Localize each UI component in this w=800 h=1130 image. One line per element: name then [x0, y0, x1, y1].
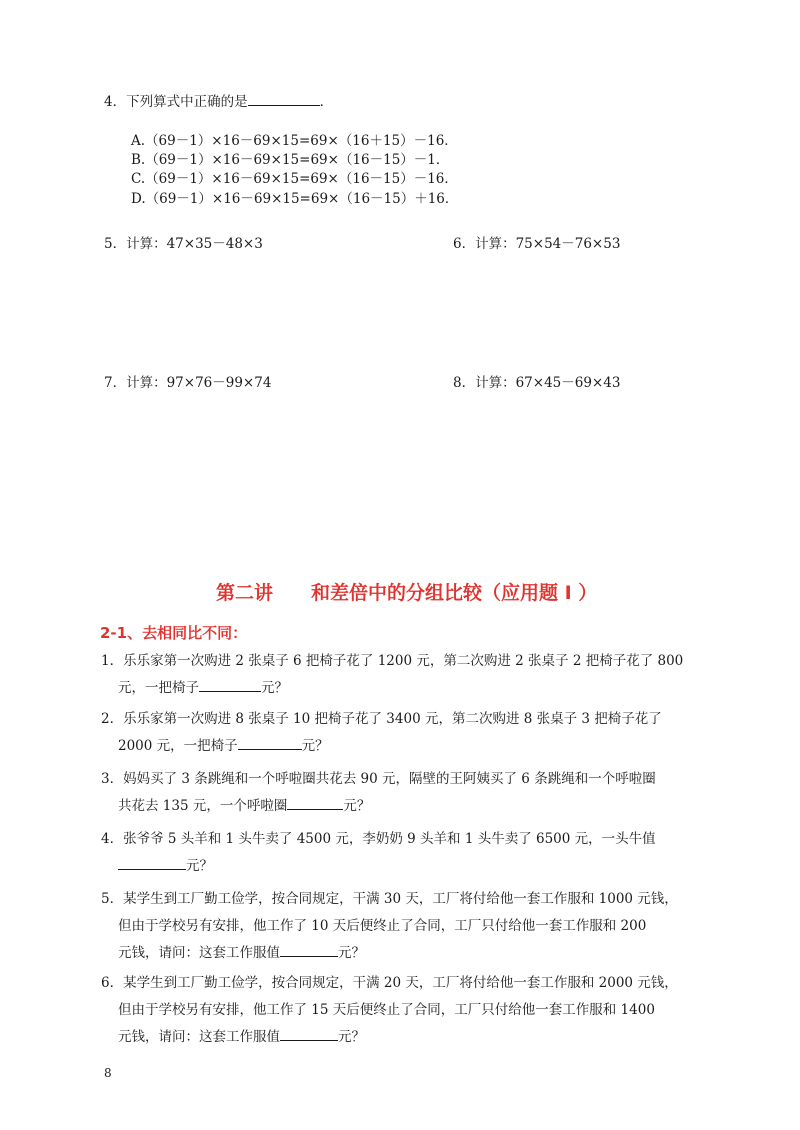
problem-5-line-1: 5．某学生到工厂勤工俭学，按合同规定，干满 30 天，工厂将付给他一套工作服和 1000 元钱， — [101, 891, 678, 907]
problem-1-line-1: 1．乐乐家第一次购进 2 张桌子 6 把椅子花了 1200 元，第二次购进 2 张桌子 2 把椅子花了 800 — [101, 653, 684, 669]
answer-blank[interactable] — [280, 943, 338, 957]
problem-4-line-1: 4．张爷爷 5 头羊和 1 头牛卖了 4500 元，李奶奶 9 头羊和 1 头牛卖了 6500 元，一头牛值 — [101, 831, 656, 847]
problem-4-end: 元？ — [186, 858, 213, 874]
option-c: C.（69－1）×16－69×15=69×（16－15）－16． — [131, 171, 458, 187]
section-title: 第二讲 和差倍中的分组比较（应用题 I ） — [216, 582, 598, 604]
answer-blank[interactable] — [248, 92, 320, 106]
problem-1-text: 元，一把椅子 — [118, 680, 199, 696]
question-6: 6．计算：75×54－76×53 — [453, 236, 621, 252]
problem-1-line-2 — [101, 675, 726, 702]
problem-6 — [101, 970, 726, 1051]
problem-2-text: 2000 元，一把椅子 — [118, 738, 238, 754]
option-a: A.（69－1）×16－69×15=69×（16＋15）－16． — [131, 133, 458, 149]
section-subtitle: 2-1、去相同比不同： — [100, 624, 248, 642]
option-d: D.（69－1）×16－69×15=69×（16－15）＋16． — [131, 191, 459, 207]
question-5: 5．计算：47×35－48×3 — [104, 236, 263, 252]
problem-2-end: 元？ — [301, 738, 329, 754]
problem-6-line-2: 但由于学校另有安排，他工作了 15 天后便终止了合同，工厂只付给他一套工作服和 1400 — [118, 1002, 655, 1018]
problem-5-text: 元钱，请问：这套工作服值 — [118, 945, 280, 961]
answer-blank[interactable] — [199, 678, 261, 692]
question-4-stem — [104, 90, 333, 110]
problem-4 — [101, 826, 726, 880]
problem-5 — [101, 886, 726, 967]
problem-1-end: 元？ — [261, 680, 288, 696]
answer-blank[interactable] — [287, 796, 343, 810]
question-4-end: ． — [319, 94, 334, 110]
problem-3-text: 共花去 135 元，一个呼啦圈 — [118, 798, 288, 814]
problem-5-line-2: 但由于学校另有安排，他工作了 10 天后便终止了合同，工厂只付给他一套工作服和 200 — [118, 918, 647, 934]
problem-3-end: 元？ — [343, 798, 371, 814]
problem-4-line-2 — [101, 853, 726, 880]
problem-5-end: 元？ — [338, 945, 365, 961]
question-7: 7．计算：97×76－99×74 — [104, 375, 272, 391]
problem-1 — [101, 648, 726, 702]
problem-6-line-1: 6．某学生到工厂勤工俭学，按合同规定，干满 20 天，工厂将付给他一套工作服和 2000 元钱， — [101, 975, 678, 991]
problem-3-line-1: 3．妈妈买了 3 条跳绳和一个呼啦圈共花去 90 元，隔壁的王阿姨买了 6 条跳绳和一个呼啦圈 — [101, 771, 656, 787]
problem-2 — [101, 706, 726, 760]
problem-3-line-2 — [101, 793, 726, 820]
problem-6-end: 元？ — [338, 1029, 365, 1045]
problem-5-line-3 — [101, 940, 726, 967]
problem-2-line-2 — [101, 733, 726, 760]
answer-blank[interactable] — [238, 736, 302, 750]
option-b: B.（69－1）×16－69×15=69×（16－15）－1． — [131, 152, 450, 168]
page-number: 8 — [104, 1066, 112, 1080]
question-4-text: 4．下列算式中正确的是 — [104, 94, 248, 110]
answer-blank[interactable] — [280, 1027, 338, 1041]
problem-6-line-3 — [101, 1024, 726, 1051]
problem-6-text: 元钱，请问：这套工作服值 — [118, 1029, 280, 1045]
problem-2-line-1: 2．乐乐家第一次购进 8 张桌子 10 把椅子花了 3400 元，第二次购进 8 张桌子 3 把椅子花了 — [101, 711, 662, 727]
question-8: 8．计算：67×45－69×43 — [453, 375, 621, 391]
answer-blank[interactable] — [118, 856, 186, 870]
problem-3 — [101, 766, 726, 820]
